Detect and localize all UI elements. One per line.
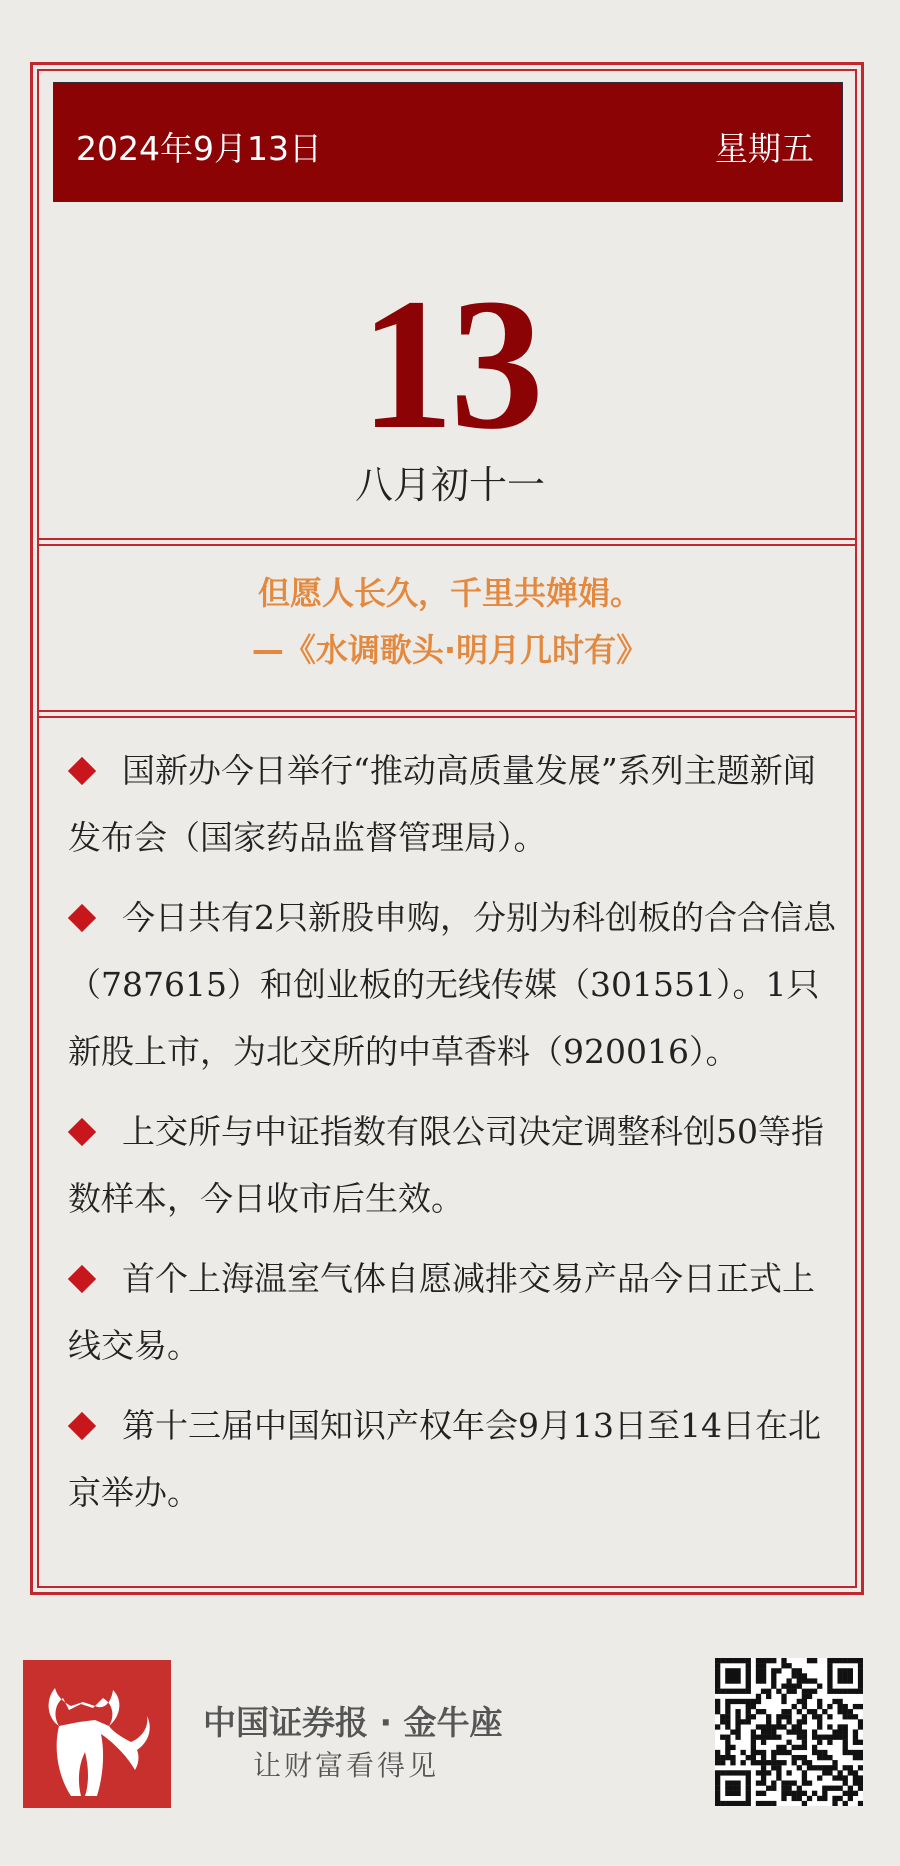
diamond-bullet-icon — [68, 1117, 96, 1145]
diamond-bullet-icon — [68, 1411, 96, 1439]
quote-source: —《水调歌头·明月几时有》 — [251, 631, 649, 669]
divider-top — [37, 538, 857, 540]
news-item — [68, 1392, 838, 1526]
divider-top-inner — [37, 544, 857, 546]
bull-logo-icon — [23, 1660, 171, 1808]
date-header-bar — [53, 82, 843, 202]
gregorian-date: 2024年9月13日 — [76, 129, 322, 168]
diamond-bullet-icon — [68, 903, 96, 931]
news-text: 上交所与中证指数有限公司决定调整科创50等指数样本，今日收市后生效。 — [68, 1112, 824, 1218]
weekday: 星期五 — [715, 129, 814, 168]
news-list — [68, 737, 838, 1539]
news-item — [68, 1245, 838, 1379]
news-item — [68, 737, 838, 871]
quote-line-1: 但愿人长久，千里共婵娟。 — [257, 574, 642, 612]
lunar-date: 八月初十一 — [354, 463, 545, 507]
diamond-bullet-icon — [68, 1264, 96, 1292]
divider-mid-inner — [37, 716, 857, 718]
day-number: 13 — [360, 259, 540, 468]
news-text: 第十三届中国知识产权年会9月13日至14日在北京举办。 — [68, 1406, 821, 1512]
news-text: 今日共有2只新股申购，分别为科创板的合合信息（787615）和创业板的无线传媒（301551）。1只新股上市，为北交所的中草香料（920016）。 — [68, 898, 836, 1071]
news-item — [68, 1098, 838, 1232]
news-text: 国新办今日举行“推动高质量发展”系列主题新闻发布会（国家药品监督管理局）。 — [68, 751, 816, 857]
news-text: 首个上海温室气体自愿减排交易产品今日正式上线交易。 — [68, 1259, 815, 1365]
brand-name: 中国证券报 · 金牛座 — [203, 1703, 503, 1742]
divider-mid — [37, 710, 857, 712]
qr-code-icon — [715, 1658, 863, 1806]
diamond-bullet-icon — [68, 756, 96, 784]
news-item — [68, 884, 838, 1085]
brand-slogan: 让财富看得见 — [253, 1749, 440, 1782]
